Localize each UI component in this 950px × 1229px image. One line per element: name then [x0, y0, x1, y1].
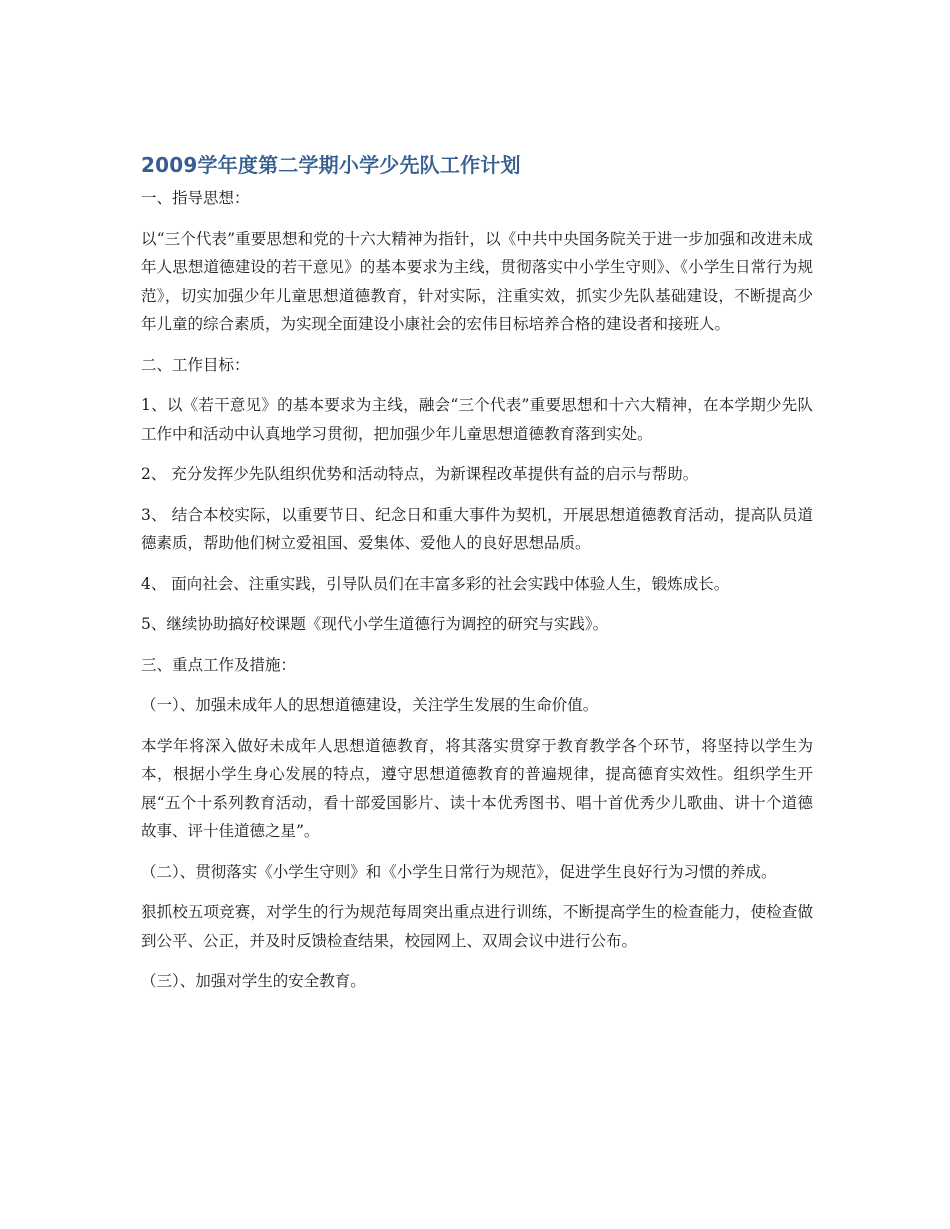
section-heading-work-goals: 二、工作目标：	[141, 355, 250, 374]
goal-item-1: 1、以《若干意见》的基本要求为主线，融会“三个代表”重要思想和十六大精神，在本学期少先队工作中和活动中认真地学习贯彻，把加强少年儿童思想道德教育落到实处。	[141, 396, 813, 443]
goal-item-4: 4、 面向社会、注重实践，引导队员们在丰富多彩的社会实践中体验人生，锻炼成长。	[141, 574, 730, 593]
paragraph-guiding-ideology: 以“三个代表”重要思想和党的十六大精神为指针，以《中共中央国务院关于进一步加强和改进未成年人思想道德建设的若干意见》的基本要求为主线，贯彻落实中小学生守则》、《小学生日常行为规范》，切实加强少年儿童思想道德教育，针对实际，注重实效，抓实少先队基础建设，不断提高少年儿童的综合素质，为实现全面建设小康社会的宏伟目标培养合格的建设者和接班人。	[141, 229, 813, 333]
paragraph-moral-education: 本学年将深入做好未成年人思想道德教育，将其落实贯穿于教育教学各个环节，将坚持以学生为本，根据小学生身心发展的特点，遵守思想道德教育的普遍规律，提高德育实效性。组织学生开展“五个十系列教育活动，看十部爱国影片、读十本优秀图书、唱十首优秀少儿歌曲、讲十个道德故事、评十佳道德之星”。	[141, 736, 813, 840]
section-heading-key-work: 三、重点工作及措施：	[141, 655, 297, 674]
goal-item-5: 5、继续协助搞好校课题《现代小学生道德行为调控的研究与实践》。	[141, 615, 609, 633]
paragraph-competitions: 狠抓校五项竞赛，对学生的行为规范每周突出重点进行训练，不断提高学生的检查能力，使检查做到公平、公正，并及时反馈检查结果，校园网上、双周会议中进行公布。	[141, 903, 813, 950]
goal-item-3: 3、 结合本校实际，以重要节日、纪念日和重大事件为契机，开展思想道德教育活动，提高队员道德素质，帮助他们树立爱祖国、爱集体、爱他人的良好思想品质。	[141, 505, 813, 552]
document-body	[141, 150, 813, 1008]
subsection-heading-3: （三）、加强对学生的安全教育。	[141, 972, 366, 990]
goal-item-2: 2、 充分发挥少先队组织优势和活动特点，为新课程改革提供有益的启示与帮助。	[141, 465, 699, 483]
page-title: 2009学年度第二学期小学少先队工作计划	[141, 153, 521, 177]
subsection-heading-1: （一）、加强未成年人的思想道德建设，关注学生发展的生命价值。	[141, 696, 599, 714]
section-heading-guiding-ideology: 一、指导思想：	[141, 189, 250, 207]
subsection-heading-2: （二）、贯彻落实《小学生守则》和《小学生日常行为规范》，促进学生良好行为习惯的养成。	[141, 862, 777, 881]
